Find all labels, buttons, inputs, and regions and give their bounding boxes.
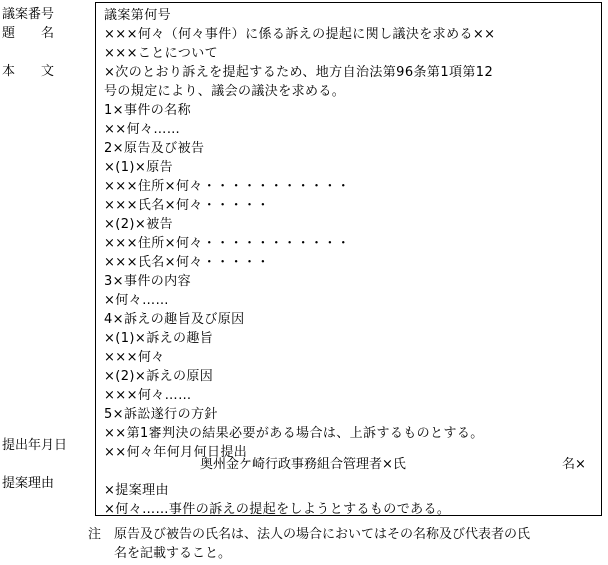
label-date: 提出年月日 bbox=[2, 438, 68, 453]
line-title-2: ×××ことについて bbox=[104, 46, 219, 61]
line-claim-cause: ×××何々…… bbox=[104, 388, 192, 403]
line-policy-head: 5×訴訟遂行の方針 bbox=[104, 407, 218, 422]
line-plaintiff-name: ×××氏名×何々・・・・・ bbox=[104, 198, 270, 213]
line-submission-date: ××何々年何月何日提出 bbox=[104, 445, 248, 460]
line-claim-cause-head: ×(2)×訴えの原因 bbox=[104, 369, 214, 384]
line-case-name-head: 1×事件の名称 bbox=[104, 103, 191, 118]
line-defendant: ×(2)×被告 bbox=[104, 217, 173, 232]
label-number: 議案番号 bbox=[2, 7, 55, 22]
line-claim-head: 4×訴えの趣旨及び原因 bbox=[104, 312, 245, 327]
line-title-1: ×××何々（何々事件）に係る訴えの提起に関し議決を求める×× bbox=[104, 27, 496, 42]
signature-name: 名× bbox=[562, 457, 586, 472]
line-content-head: 3×事件の内容 bbox=[104, 274, 191, 289]
line-claim-purpose-head: ×(1)×訴えの趣旨 bbox=[104, 331, 214, 346]
line-bill-number: 議案第何号 bbox=[104, 8, 172, 23]
line-content: ×何々…… bbox=[104, 293, 169, 308]
bill-content-box bbox=[95, 2, 602, 516]
line-reason-head: ×提案理由 bbox=[104, 483, 169, 498]
line-claim-purpose: ×××何々 bbox=[104, 350, 165, 365]
line-case-name: ××何々…… bbox=[104, 122, 181, 137]
line-defendant-address: ×××住所×何々・・・・・・・・・・・ bbox=[104, 236, 351, 251]
line-body-1: ×次のとおり訴えを提起するため、地方自治法第96条第1項第12 bbox=[104, 65, 494, 80]
line-body-2: 号の規定により、議会の議決を求める。 bbox=[104, 84, 346, 99]
note-line-1: 注 原告及び被告の氏名は、法人の場合においてはその名称及び代表者の氏 bbox=[88, 527, 531, 542]
line-policy: ××第1審判決の結果必要がある場合は、上訴するものとする。 bbox=[104, 426, 484, 441]
line-plaintiff-address: ×××住所×何々・・・・・・・・・・・ bbox=[104, 179, 351, 194]
line-defendant-name: ×××氏名×何々・・・・・ bbox=[104, 255, 270, 270]
label-body: 本 文 bbox=[2, 64, 55, 79]
label-reason: 提案理由 bbox=[2, 476, 55, 491]
signature-organization: 奥州金ケ崎行政事務組合管理者×氏 bbox=[200, 457, 406, 472]
label-title: 題 名 bbox=[2, 26, 55, 41]
line-reason: ×何々……事件の訴えの提起をしようとするものである。 bbox=[104, 502, 451, 517]
line-parties-head: 2×原告及び被告 bbox=[104, 141, 205, 156]
note-line-2: 名を記載すること。 bbox=[114, 546, 232, 561]
line-plaintiff: ×(1)×原告 bbox=[104, 160, 173, 175]
